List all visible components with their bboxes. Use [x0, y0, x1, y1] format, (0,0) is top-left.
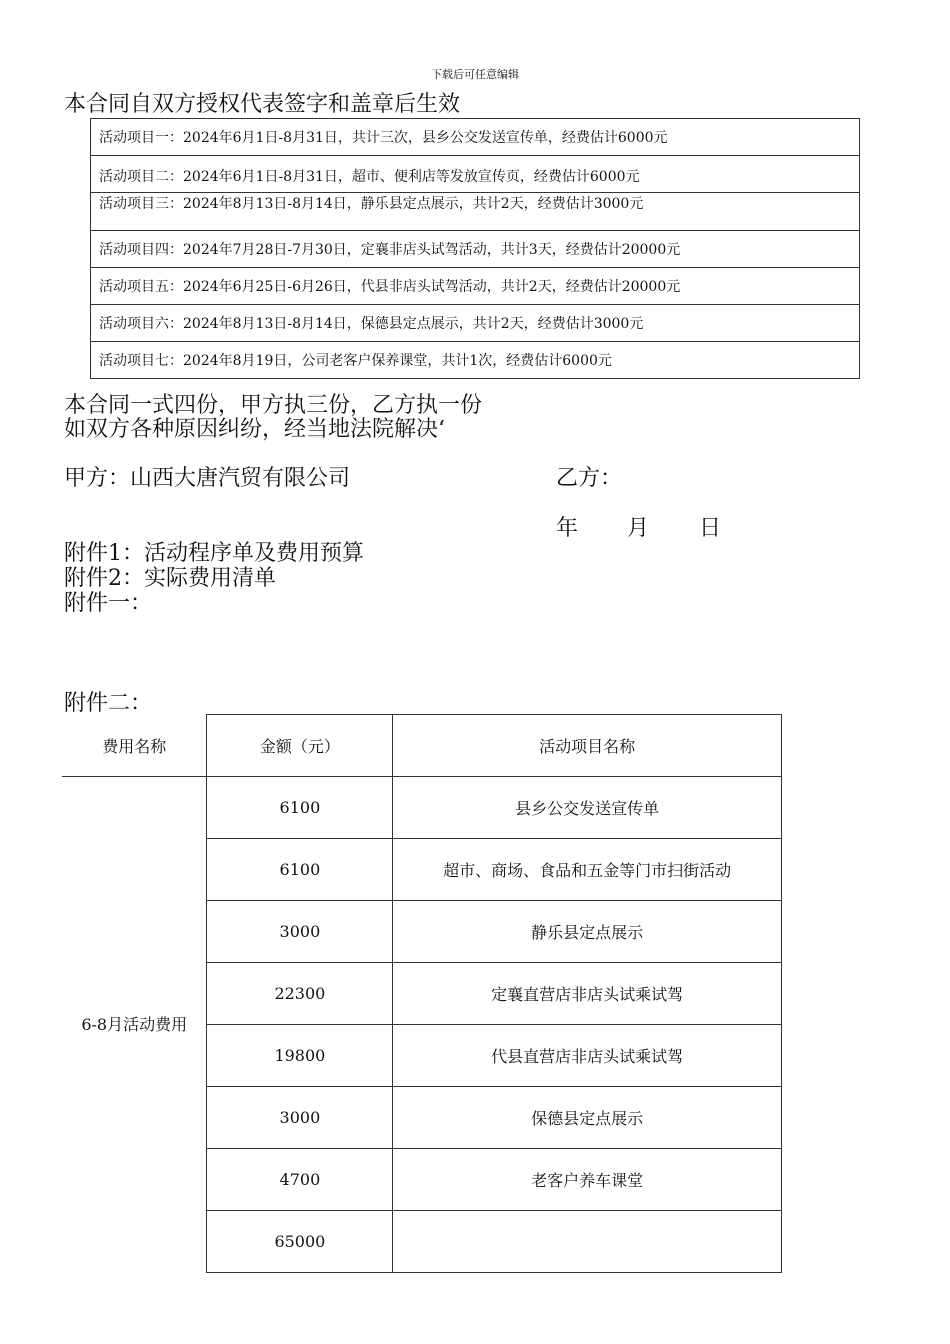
- attachment-one-heading: 附件一：: [64, 591, 153, 616]
- attachment-2: 附件2：实际费用清单: [64, 566, 276, 591]
- activity-row: [91, 268, 860, 305]
- header-cost-name: 费用名称: [62, 715, 207, 777]
- party-b: 乙方：: [556, 466, 623, 491]
- dispute-clause: 如双方各种原因纠纷，经当地法院解决‘: [64, 417, 445, 442]
- activity-name-cell: 代县直营店非店头试乘试驾: [393, 1025, 782, 1087]
- activity-item-2: 活动项目二：2024年6月1日-8月31日，超市、便利店等发放宣传页，经费估计6000元: [91, 156, 860, 193]
- effective-clause: 本合同自双方授权代表签字和盖章后生效: [64, 92, 461, 117]
- activity-row: [91, 305, 860, 342]
- activity-name-cell: 县乡公交发送宣传单: [393, 777, 782, 839]
- activity-row: [91, 342, 860, 379]
- category-label: 6-8月活动费用: [81, 1014, 188, 1034]
- amount-cell: 6100: [207, 839, 393, 901]
- header-amount: 金额（元）: [207, 715, 393, 777]
- party-a: 甲方：山西大唐汽贸有限公司: [64, 466, 351, 491]
- activity-name-cell: 静乐县定点展示: [393, 901, 782, 963]
- activity-item-6: 活动项目六：2024年8月13日-8月14日，保德县定点展示，共计2天，经费估计3000元: [91, 305, 860, 342]
- cost-header-row: [62, 715, 782, 777]
- date-year: 年: [556, 516, 579, 541]
- activity-row: [91, 231, 860, 268]
- amount-cell: 22300: [207, 963, 393, 1025]
- category-cell: [62, 777, 207, 1273]
- cost-table: [62, 714, 782, 1273]
- activity-row: [91, 156, 860, 193]
- activity-name-cell: 老客户养车课堂: [393, 1149, 782, 1211]
- activity-item-1: 活动项目一：2024年6月1日-8月31日，共计三次，县乡公交发送宣传单，经费估计6000元: [91, 119, 860, 156]
- activity-name-cell: 超市、商场、食品和五金等门市扫街活动: [393, 839, 782, 901]
- amount-cell: 3000: [207, 901, 393, 963]
- amount-cell: 6100: [207, 777, 393, 839]
- amount-cell: 19800: [207, 1025, 393, 1087]
- activity-item-3: 活动项目三：2024年8月13日-8月14日，静乐县定点展示，共计2天，经费估计3000元: [91, 193, 860, 231]
- header-activity-name: 活动项目名称: [393, 715, 782, 777]
- date-month: 月: [627, 516, 650, 541]
- total-activity-name-cell: [393, 1211, 782, 1273]
- amount-cell: 4700: [207, 1149, 393, 1211]
- activity-item-5: 活动项目五：2024年6月25日-6月26日，代县非店头试驾活动，共计2天，经费估计20000元: [91, 268, 860, 305]
- total-amount-cell: 65000: [207, 1211, 393, 1273]
- activity-items-table: [90, 118, 860, 379]
- date-day: 日: [699, 516, 722, 541]
- table-row: [62, 777, 782, 839]
- header-note: 下载后可任意编辑: [431, 68, 519, 81]
- activity-row: [91, 193, 860, 231]
- activity-row: [91, 119, 860, 156]
- activity-name-cell: 定襄直营店非店头试乘试驾: [393, 963, 782, 1025]
- attachment-two-heading: 附件二：: [64, 691, 153, 716]
- activity-name-cell: 保德县定点展示: [393, 1087, 782, 1149]
- activity-item-4: 活动项目四：2024年7月28日-7月30日，定襄非店头试驾活动，共计3天，经费估计20000元: [91, 231, 860, 268]
- copies-clause: 本合同一式四份，甲方执三份，乙方执一份: [64, 393, 483, 418]
- amount-cell: 3000: [207, 1087, 393, 1149]
- activity-item-7: 活动项目七：2024年8月19日，公司老客户保养课堂，共计1次，经费估计6000元: [91, 342, 860, 379]
- attachment-1: 附件1：活动程序单及费用预算: [64, 541, 364, 566]
